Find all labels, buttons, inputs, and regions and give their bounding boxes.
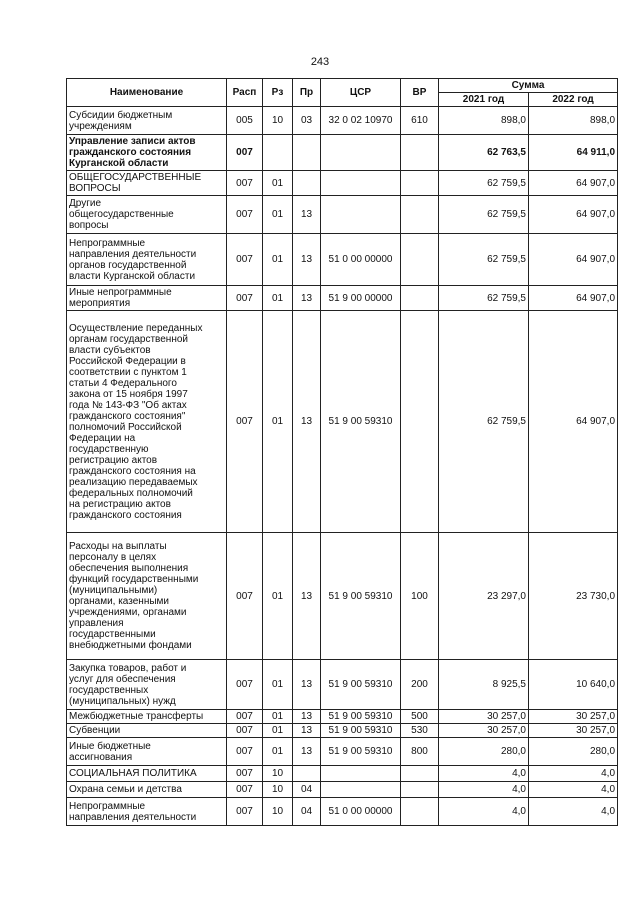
row-vr: 500	[401, 710, 439, 724]
row-pr	[293, 171, 321, 196]
row-vr	[401, 135, 439, 171]
row-rasp: 007	[227, 710, 263, 724]
table-row	[67, 286, 618, 311]
row-csr	[321, 782, 401, 798]
row-name: Иные бюджетные ассигнования	[67, 738, 227, 766]
row-sum-2021: 62 759,5	[439, 196, 529, 234]
budget-table	[66, 78, 618, 826]
table-row	[67, 135, 618, 171]
row-sum-2021: 8 925,5	[439, 660, 529, 710]
row-csr: 51 9 00 59310	[321, 660, 401, 710]
row-csr	[321, 766, 401, 782]
row-rasp: 007	[227, 724, 263, 738]
row-rz: 01	[263, 234, 293, 286]
header-name: Наименование	[67, 79, 227, 107]
row-csr: 51 0 00 00000	[321, 798, 401, 826]
row-pr: 13	[293, 286, 321, 311]
row-csr	[321, 135, 401, 171]
row-sum-2022: 898,0	[529, 107, 618, 135]
row-rasp: 007	[227, 311, 263, 533]
row-rasp: 007	[227, 798, 263, 826]
row-sum-2021: 62 759,5	[439, 234, 529, 286]
row-vr	[401, 766, 439, 782]
row-rz: 01	[263, 738, 293, 766]
row-vr: 200	[401, 660, 439, 710]
row-pr: 13	[293, 311, 321, 533]
row-csr: 51 9 00 00000	[321, 286, 401, 311]
row-vr: 610	[401, 107, 439, 135]
row-rz: 10	[263, 798, 293, 826]
row-sum-2022: 64 907,0	[529, 196, 618, 234]
row-name: Закупка товаров, работ и услуг для обеспечения государственных (муниципальных) нужд	[67, 660, 227, 710]
row-sum-2022: 10 640,0	[529, 660, 618, 710]
row-rz: 01	[263, 286, 293, 311]
row-sum-2022: 64 907,0	[529, 286, 618, 311]
row-name: Управление записи актов гражданского состояния Курганской области	[67, 135, 227, 171]
row-pr: 13	[293, 710, 321, 724]
row-vr: 800	[401, 738, 439, 766]
row-name: Непрограммные направления деятельности	[67, 798, 227, 826]
row-pr: 13	[293, 660, 321, 710]
row-name: Иные непрограммные мероприятия	[67, 286, 227, 311]
row-rz: 10	[263, 782, 293, 798]
row-csr: 51 9 00 59310	[321, 724, 401, 738]
row-vr	[401, 286, 439, 311]
row-sum-2022: 64 907,0	[529, 171, 618, 196]
row-name: Субвенции	[67, 724, 227, 738]
row-rasp: 007	[227, 234, 263, 286]
row-name: Охрана семьи и детства	[67, 782, 227, 798]
header-csr: ЦСР	[321, 79, 401, 107]
table-row	[67, 782, 618, 798]
row-rz: 01	[263, 710, 293, 724]
row-sum-2022: 64 907,0	[529, 311, 618, 533]
row-sum-2021: 23 297,0	[439, 533, 529, 660]
row-sum-2022: 64 911,0	[529, 135, 618, 171]
header-rz: Рз	[263, 79, 293, 107]
table-row	[67, 710, 618, 724]
table-row	[67, 738, 618, 766]
row-sum-2022: 23 730,0	[529, 533, 618, 660]
table-row	[67, 724, 618, 738]
row-rz: 01	[263, 196, 293, 234]
row-vr	[401, 234, 439, 286]
row-rz	[263, 135, 293, 171]
row-rz: 01	[263, 171, 293, 196]
row-sum-2022: 280,0	[529, 738, 618, 766]
header-vr: ВР	[401, 79, 439, 107]
row-rasp: 007	[227, 286, 263, 311]
row-pr: 13	[293, 234, 321, 286]
row-name: СОЦИАЛЬНАЯ ПОЛИТИКА	[67, 766, 227, 782]
row-vr	[401, 311, 439, 533]
row-vr: 100	[401, 533, 439, 660]
table-row	[67, 660, 618, 710]
row-pr	[293, 135, 321, 171]
row-pr: 03	[293, 107, 321, 135]
row-name: ОБЩЕГОСУДАРСТВЕННЫЕ ВОПРОСЫ	[67, 171, 227, 196]
table-row	[67, 171, 618, 196]
row-pr: 04	[293, 798, 321, 826]
row-vr	[401, 171, 439, 196]
row-sum-2022: 30 257,0	[529, 710, 618, 724]
row-sum-2021: 4,0	[439, 766, 529, 782]
row-sum-2021: 62 763,5	[439, 135, 529, 171]
row-pr: 04	[293, 782, 321, 798]
row-csr: 51 9 00 59310	[321, 533, 401, 660]
row-pr: 13	[293, 533, 321, 660]
header-pr: Пр	[293, 79, 321, 107]
row-vr	[401, 782, 439, 798]
row-pr	[293, 766, 321, 782]
row-sum-2021: 4,0	[439, 798, 529, 826]
row-name: Другие общегосударственные вопросы	[67, 196, 227, 234]
row-csr	[321, 171, 401, 196]
header-2022: 2022 год	[529, 93, 618, 107]
row-rasp: 007	[227, 766, 263, 782]
row-pr: 13	[293, 738, 321, 766]
row-vr	[401, 196, 439, 234]
row-pr: 13	[293, 724, 321, 738]
row-sum-2021: 62 759,5	[439, 286, 529, 311]
table-row	[67, 766, 618, 782]
row-rz: 01	[263, 724, 293, 738]
row-sum-2021: 62 759,5	[439, 171, 529, 196]
row-rz: 01	[263, 660, 293, 710]
row-rasp: 007	[227, 660, 263, 710]
row-rasp: 007	[227, 135, 263, 171]
row-name: Непрограммные направления деятельности органов государственной власти Курганской области	[67, 234, 227, 286]
table-row	[67, 234, 618, 286]
row-csr: 51 9 00 59310	[321, 311, 401, 533]
row-name: Субсидии бюджетным учреждениям	[67, 107, 227, 135]
row-sum-2021: 280,0	[439, 738, 529, 766]
table-row	[67, 798, 618, 826]
header-2021: 2021 год	[439, 93, 529, 107]
page-number: 243	[310, 56, 330, 68]
table-row	[67, 107, 618, 135]
row-pr: 13	[293, 196, 321, 234]
row-sum-2021: 4,0	[439, 782, 529, 798]
header-rasp: Расп	[227, 79, 263, 107]
row-rasp: 007	[227, 196, 263, 234]
row-rasp: 007	[227, 738, 263, 766]
row-rasp: 007	[227, 533, 263, 660]
row-name: Межбюджетные трансферты	[67, 710, 227, 724]
row-sum-2022: 30 257,0	[529, 724, 618, 738]
row-vr: 530	[401, 724, 439, 738]
table-row	[67, 311, 618, 533]
row-csr	[321, 196, 401, 234]
header-sum: Сумма	[439, 79, 618, 93]
row-name: Осуществление переданных органам государственной власти субъектов Российской Федерации в соответствии с пунктом 1 статьи 4 Федерального закона от 15 ноября 1997 года № 143-ФЗ "Об актах гражданского состояния" полномочий Российской Федерации на государственную регистрацию актов гражданского состояния на реализацию передаваемых федеральных полномочий на регистрацию актов гражданского состояния	[67, 311, 227, 533]
row-name: Расходы на выплаты персоналу в целях обеспечения выполнения функций государственными (муниципальными) органами, казенными учреждениями, органами управления государственными внебюджетными фондами	[67, 533, 227, 660]
row-csr: 51 0 00 00000	[321, 234, 401, 286]
row-csr: 51 9 00 59310	[321, 710, 401, 724]
table-row	[67, 533, 618, 660]
row-sum-2022: 4,0	[529, 766, 618, 782]
row-sum-2021: 30 257,0	[439, 710, 529, 724]
row-sum-2022: 4,0	[529, 782, 618, 798]
row-vr	[401, 798, 439, 826]
row-rasp: 005	[227, 107, 263, 135]
row-sum-2022: 4,0	[529, 798, 618, 826]
row-sum-2022: 64 907,0	[529, 234, 618, 286]
row-sum-2021: 62 759,5	[439, 311, 529, 533]
table-row	[67, 196, 618, 234]
row-csr: 32 0 02 10970	[321, 107, 401, 135]
row-rasp: 007	[227, 171, 263, 196]
row-rz: 10	[263, 766, 293, 782]
row-sum-2021: 898,0	[439, 107, 529, 135]
row-sum-2021: 30 257,0	[439, 724, 529, 738]
row-rz: 10	[263, 107, 293, 135]
row-csr: 51 9 00 59310	[321, 738, 401, 766]
row-rz: 01	[263, 533, 293, 660]
row-rz: 01	[263, 311, 293, 533]
row-rasp: 007	[227, 782, 263, 798]
